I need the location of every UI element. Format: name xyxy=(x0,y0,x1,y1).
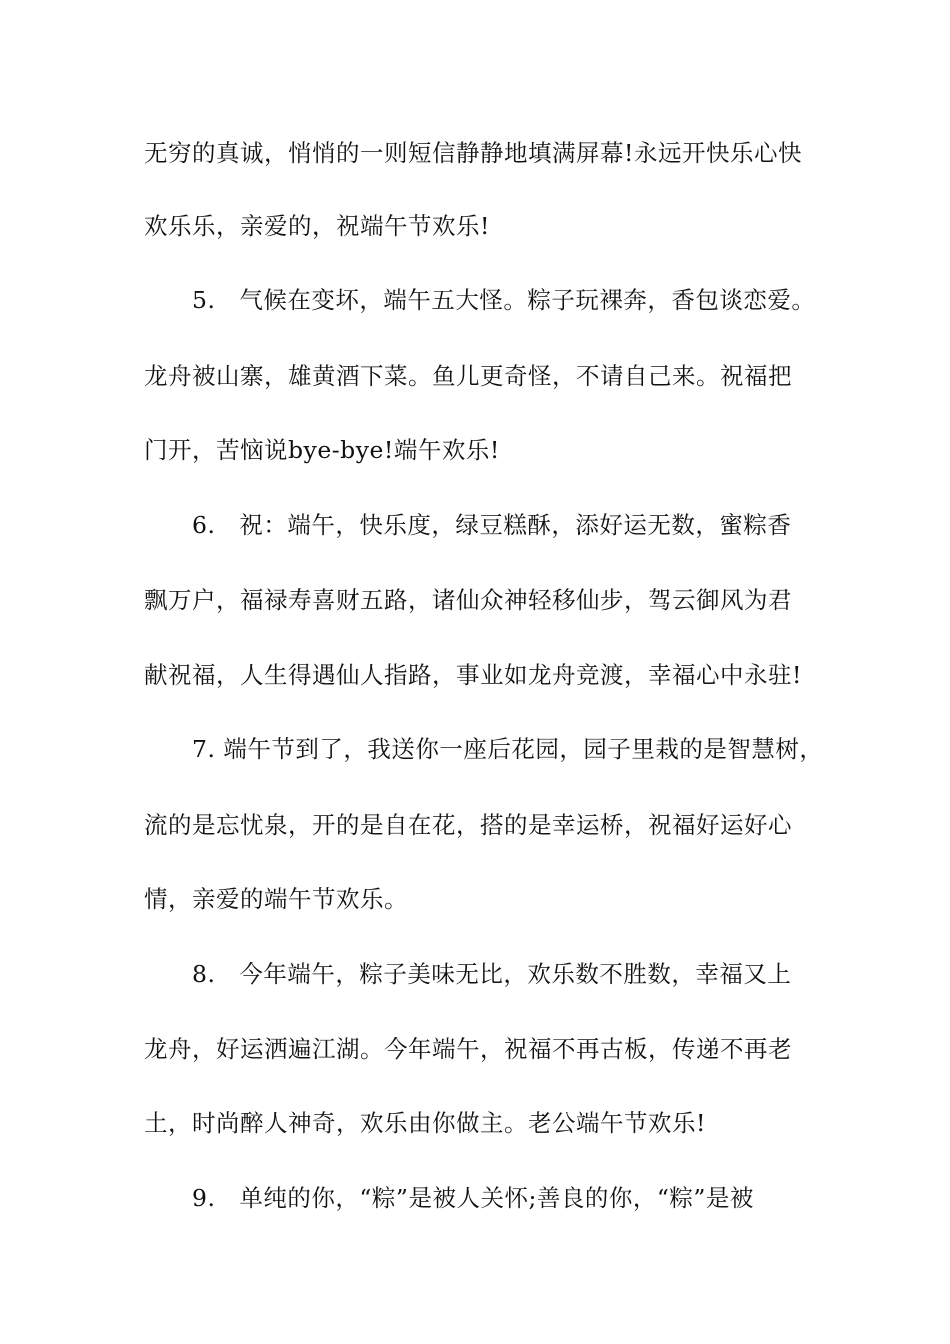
list-item-6: 6. 祝：端午，快乐度，绿豆糕酥，添好运无数，蜜粽香 xyxy=(192,511,792,539)
text-line: 龙舟，好运洒遍江湖。今年端午，祝福不再古板，传递不再老 xyxy=(144,1035,792,1063)
text-line: 土，时尚醉人神奇，欢乐由你做主。老公端午节欢乐! xyxy=(144,1109,706,1137)
text-line: 门开，苦恼说bye-bye!端午欢乐! xyxy=(144,436,500,464)
text-line: 欢乐乐，亲爱的，祝端午节欢乐! xyxy=(144,212,490,240)
list-item-5: 5. 气候在变坏，端午五大怪。粽子玩裸奔，香包谈恋爱。 xyxy=(192,286,816,314)
text-line: 流的是忘忧泉，开的是自在花，搭的是幸运桥，祝福好运好心 xyxy=(144,811,792,839)
list-item-9: 9. 单纯的你，“粽”是被人关怀;善良的你，“粽”是被 xyxy=(192,1184,754,1212)
text-line: 无穷的真诚，悄悄的一则短信静静地填满屏幕!永远开快乐心快 xyxy=(144,139,802,167)
text-line: 龙舟被山寨，雄黄酒下菜。鱼儿更奇怪，不请自己来。祝福把 xyxy=(144,362,792,390)
text-line: 飘万户，福禄寿喜财五路，诸仙众神轻移仙步，驾云御风为君 xyxy=(144,586,792,614)
text-line: 献祝福，人生得遇仙人指路，事业如龙舟竞渡，幸福心中永驻! xyxy=(144,661,802,689)
list-item-8: 8. 今年端午，粽子美味无比，欢乐数不胜数，幸福又上 xyxy=(192,960,792,988)
text-line: 情，亲爱的端午节欢乐。 xyxy=(144,885,408,913)
list-item-7: 7. 端午节到了，我送你一座后花园，园子里栽的是智慧树， xyxy=(192,735,824,763)
